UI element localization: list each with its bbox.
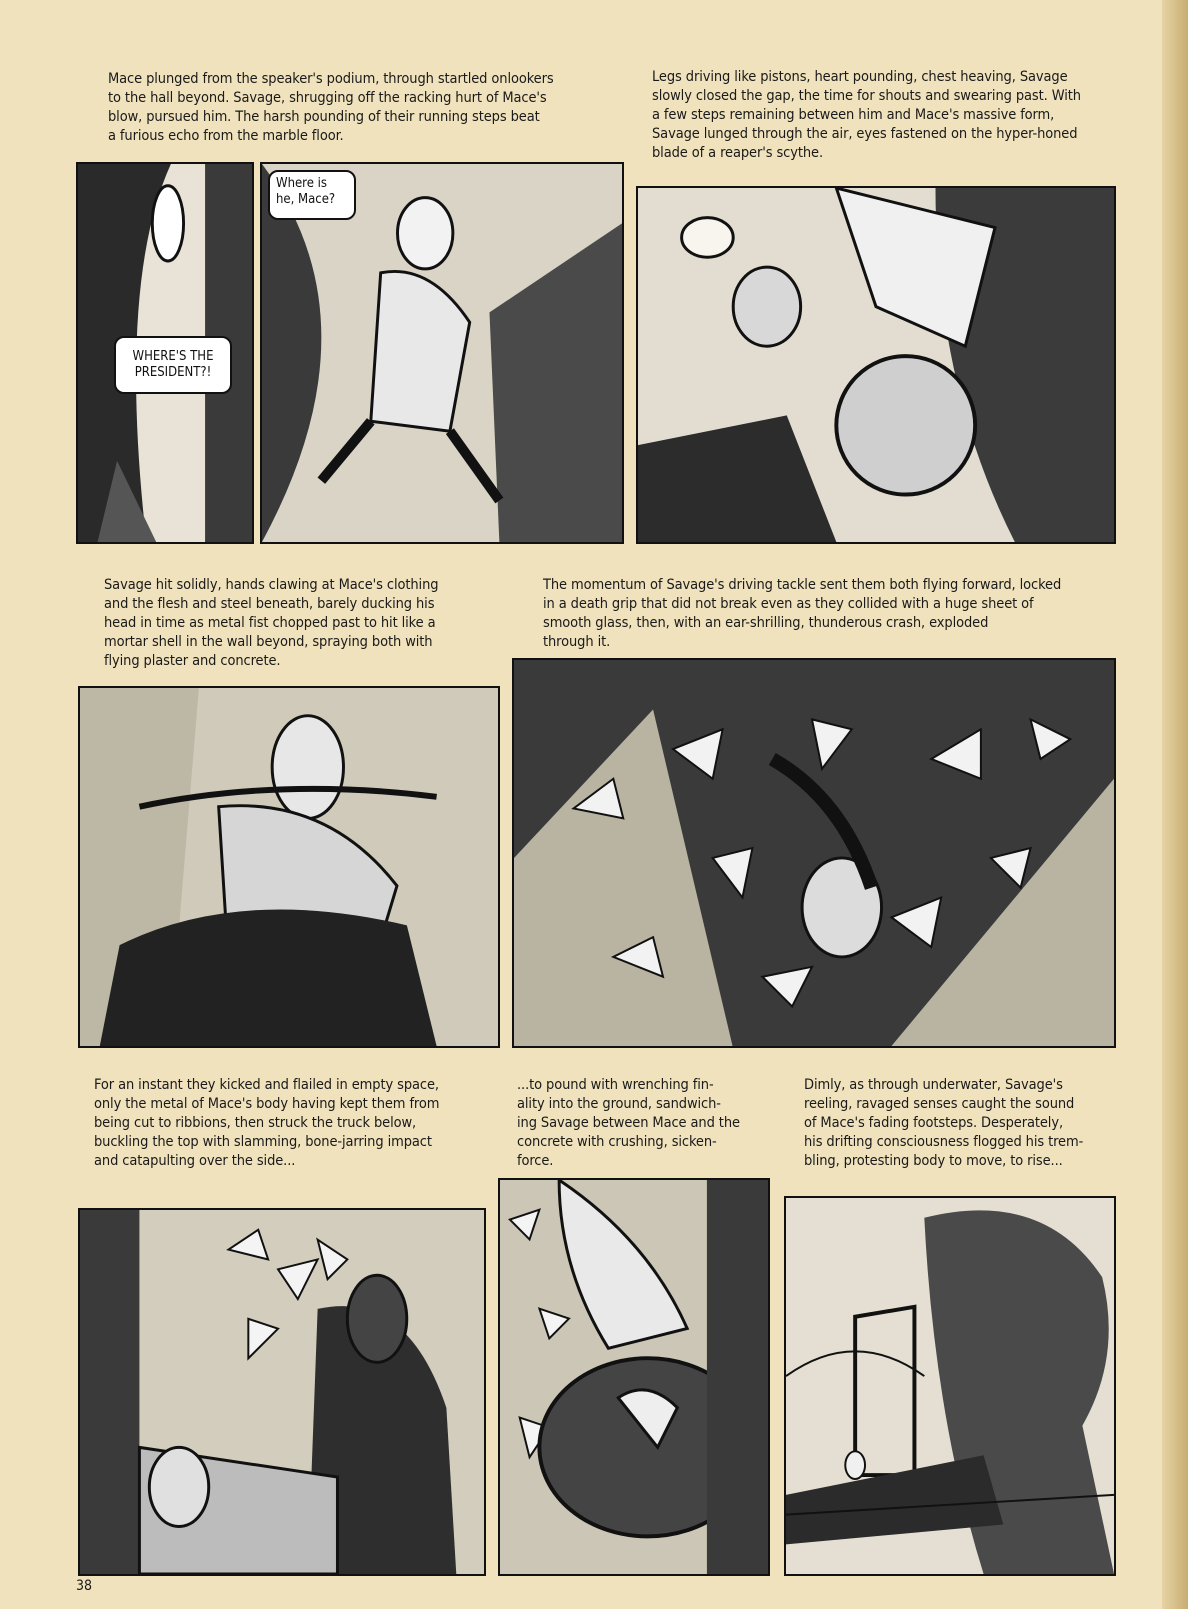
caption-3: Savage hit solidly, hands clawing at Mace's clothing and the flesh and steel beneath, barely ducking his head in time as metal fist chopped past to hit like a mortar shell in the wall beyond, spraying both with flying plaster and concrete.: [104, 577, 439, 669]
panel-8: [784, 1196, 1116, 1576]
panel-4-art: [80, 688, 498, 1046]
panel-2: [260, 162, 624, 544]
panel-1: [76, 162, 254, 544]
panel-5-art: [514, 660, 1114, 1046]
panel-8-art: [786, 1198, 1114, 1574]
caption-4: The momentum of Savage's driving tackle sent them both flying forward, locked in a death grip that did not break even as they collided with a huge sheet of smooth glass, then, with an ear-shrilling, thunderous crash, exploded through it.: [543, 577, 1062, 650]
page-number: 38: [76, 1578, 93, 1594]
panel-4: [78, 686, 500, 1048]
panel-5: [512, 658, 1116, 1048]
caption-5: For an instant they kicked and flailed in empty space, only the metal of Mace's body having kept them from being cut to ribbions, then struck the truck below, buckling the top with slamming, bone-jarring impact and catapulting over the side...: [94, 1077, 440, 1169]
panel-3-art: [638, 188, 1114, 542]
panel-7-art: [500, 1180, 768, 1574]
panel-7: [498, 1178, 770, 1576]
panel-3: [636, 186, 1116, 544]
panel-2-art: [262, 164, 622, 542]
panel-6: [78, 1208, 486, 1576]
caption-6: ...to pound with wrenching fin- ality into the ground, sandwich- ing Savage between Mace and the concrete with crushing, sicken- force.: [517, 1077, 740, 1169]
page-edge: [1162, 0, 1188, 1609]
balloon-where-is-he-mace: Where is he, Mace?: [268, 170, 356, 220]
caption-1: Mace plunged from the speaker's podium, through startled onlookers to the hall beyond. Savage, shrugging off the racking hurt of Mace's blow, pursued him. The harsh pounding of their running steps beat a furious echo from the marble floor.: [108, 71, 554, 144]
caption-2: Legs driving like pistons, heart pounding, chest heaving, Savage slowly closed the gap, the time for shouts and swearing past. With a few steps remaining between him and Mace's massive form, Savage lunged through the air, eyes fastened on the hyper-honed blade of a reaper's scythe.: [652, 69, 1081, 161]
balloon-wheres-the-president: WHERE'S THE PRESIDENT?!: [114, 336, 232, 394]
caption-7: Dimly, as through underwater, Savage's reeling, ravaged senses caught the sound of Mace's fading footsteps. Desperately, his drifting consciousness flogged his trem- bling, protesting body to move, to rise...: [804, 1077, 1084, 1169]
panel-6-art: [80, 1210, 484, 1574]
